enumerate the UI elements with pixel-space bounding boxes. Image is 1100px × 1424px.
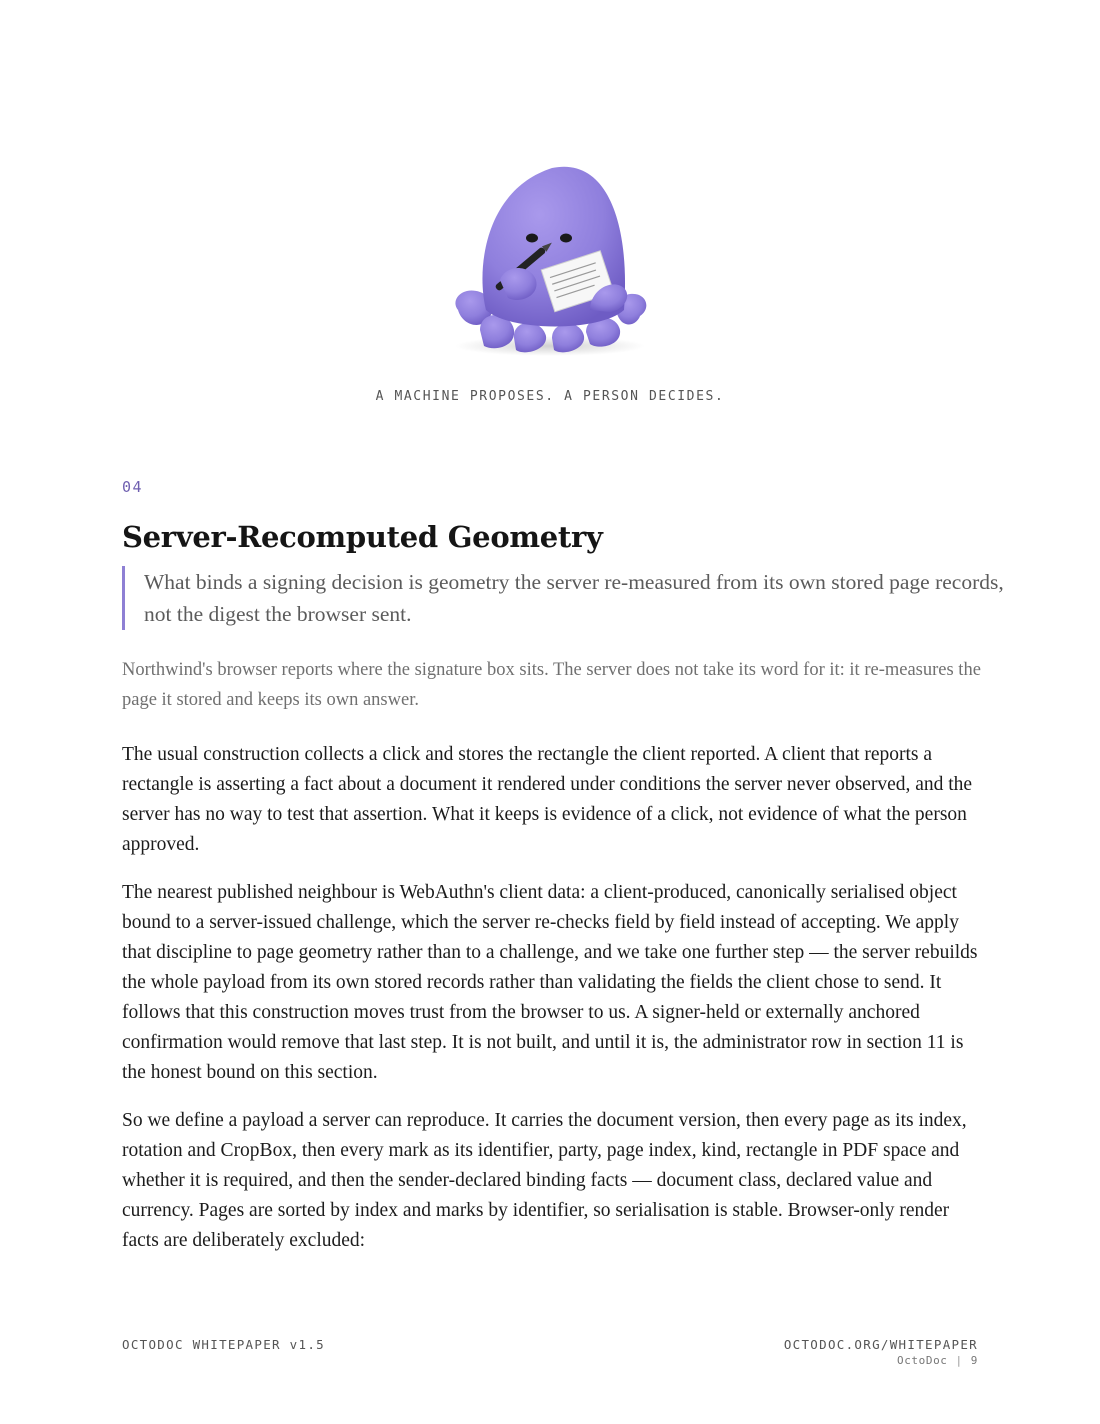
footer-right [784,1337,978,1367]
section-number: 04 [122,478,144,496]
body-text [122,740,984,1274]
lede-paragraph: Northwind's browser reports where the signature box sits. The server does not take its word for it: it re-measures the page it stored and keeps its own answer. [122,660,981,710]
footer-document-title: OCTODOC WHITEPAPER v1.5 [122,1337,325,1352]
footer-url: OCTODOC.ORG/WHITEPAPER [783,1337,978,1352]
body-paragraph: The usual construction collects a click and stores the rectangle the client reported. A client that reports a rectangle is asserting a fact about a document it rendered under conditions the server never observed, and the server has no way to test that assertion. What it keeps is evidence of a click, not evidence of what the person approved. [122,744,973,855]
footer-separator: | [955,1354,963,1367]
body-paragraph: So we define a payload a server can reproduce. It carries the document version, then every page as its index, rotation and CropBox, then every mark as its identifier, party, page index, kind, rectangle in PDF space and whether it is required, and then the sender-declared binding facts — document class, declared value and currency. Pages are sorted by index and marks by identifier, so serialisation is stable. Browser-only render facts are deliberately excluded: [122,1110,967,1251]
footer-meta [784,1354,978,1367]
octopus-icon [440,160,660,360]
footer-brand: OctoDoc [896,1354,948,1367]
illustration-caption: A MACHINE PROPOSES. A PERSON DECIDES. [375,389,725,404]
body-paragraph: The nearest published neighbour is WebAuthn's client data: a client-produced, canonically serialised object bound to a server-issued challenge, which the server re-checks field by field instead of accepting. We apply that discipline to page geometry rather than to a challenge, and we take one further step — the server rebuilds the whole payload from its own stored records rather than validating the fields the client chose to send. It follows that this construction moves trust from the browser to us. A signer-held or externally anchored confirmation would remove that last step. It is not built, and until it is, the administrator row in section 11 is the honest bound on this section. [122,882,978,1083]
section-title: Server-Recomputed Geometry [122,520,603,554]
page-number: 9 [970,1354,978,1367]
pullquote: What binds a signing decision is geometry the server re-measured from its own stored page records, not the digest the browser sent. [122,566,1004,630]
octopus-mascot-illustration [440,160,660,360]
